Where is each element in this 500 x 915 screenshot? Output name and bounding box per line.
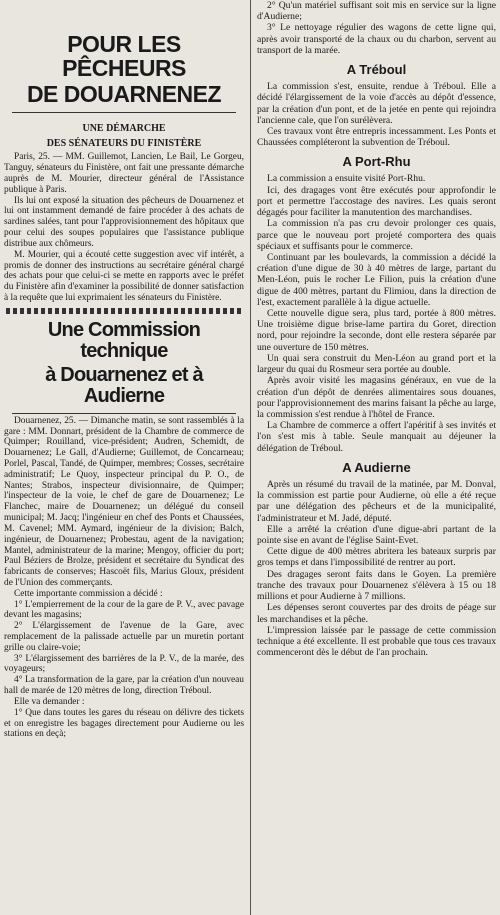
continued-paragraph: 2° Qu'un matériel suffisant soit mis en service sur la ligne d'Audierne; <box>257 0 496 23</box>
article2-paragraph: 3° L'élargissement des barrières de la P. V., de la marée, des voyageurs; <box>4 653 244 675</box>
port-rhu-paragraph: Après avoir visité les magasins généraux, en vue de la création d'un dépôt de denrées alimentaires sous douanes, pour l'approvisionnement des marins faisant la pêche au large, la commission s'est rendue à l'hôtel de France. <box>257 375 496 420</box>
article2-paragraph: 1° L'empierrement de la cour de la gare de P. V., avec pavage devant les magasins; <box>4 599 244 621</box>
article2-headline-line1: Une Commission technique <box>47 318 201 362</box>
port-rhu-paragraph: Ici, des dragages vont être exécutés pour approfondir le port et permettre l'accostage des navires. Les quais seront dégagés pour faciliter la manutention des marchandises. <box>257 184 496 219</box>
audierne-paragraph: Après un résumé du travail de la matinée, par M. Donval, la commission est partie pour Audierne, où elle a été reçue par une délégation des pêcheurs et de la municipalité, l'administrateur et M. Jadé, député. <box>257 478 496 524</box>
port-rhu-paragraph: Un quai sera construit du Men-Léon au grand port et la largeur du quai du Rosmeur sera portée au double. <box>257 352 496 376</box>
article2-paragraph: 4° La transformation de la gare, par la création d'un nouveau hall de marée de 120 mètres de long, direction Tréboul. <box>4 675 244 697</box>
article1-headline-line1: POUR LES PÊCHEURS <box>62 31 186 82</box>
article2-paragraph: Cette importante commission a décidé : <box>14 588 163 599</box>
treboul-paragraph: Ces travaux vont être entrepris incessamment. Les Ponts et Chaussées compléteront la subvention de Tréboul. <box>257 125 496 149</box>
section-title-port-rhu: A Port-Rhu <box>342 154 411 170</box>
audierne-paragraph: Des dragages seront faits dans le Goyen. La première tranche des travaux pour Douarnenez s'élèvera à 15 ou 18 millions et pour Audierne à 7 millions. <box>257 568 496 603</box>
right-column <box>250 0 500 915</box>
audierne-paragraph: L'impression laissée par le passage de cette commission technique a été excellente. Il est probable que tous ces travaux commenceront dès le début de l'an prochain. <box>257 624 496 659</box>
port-rhu-paragraph: La commission n'a pas cru devoir prolonger ces quais, parce que le nouveau port projeté comportera des quais spéciaux et suffisants pour le commerce. <box>257 218 496 252</box>
article1-paragraph: M. Mourier, qui a écouté cette suggestion avec vif intérêt, a promis de donner des instructions au secrétaire général chargé des achats pour que celui-ci se mette en rapports avec le préfet du Finistère afin d'examiner la possibilité de donner satisfaction à la requête que lui exprimaient les sénateurs du Finistère. <box>4 249 244 303</box>
article1-subhead-line1: UNE DÉMARCHE <box>82 123 166 135</box>
article2-paragraph: 1° Que dans toutes les gares du réseau on délivre des tickets et on enregistre les bagages directement pour Audierne ou les stations en deçà; <box>4 707 244 740</box>
port-rhu-paragraph: Continuant par les boulevards, la commission a décidé la création d'une digue de 30 à 40 mètres de large, partant du Men-Léon, puis le rocher Le Filion, puis la création d'une digue de 400 mètres, partant du Flimiou, dans la direction de l'est, exactement parallèle à la digue actuelle. <box>257 251 496 308</box>
article2-paragraph: Douarnenez, 25. — Dimanche matin, se sont rassemblés à la gare : MM. Donnart, président de la Chambre de commerce de Quimper; Rouilland, vice-président; Audren, Schemidt, de Douarnenez; Le Gall, d'Audierne; Guillemot, de Concarneau; Porlel, Pascal, Tandé, de Quimper, membres; Cosses, secrétaire administratif; Le Quoy, inspecteur principal du P. O., de Nantes; Strabos, inspecteur divisionnaire, de Quimper; l'inspecteur de la voie, le chef de gare de Douarnenez; Le Flanchec, maire de Douarnenez; un délégué du conseil municipal; M. Jacq; l'ingénieur en chef des Ponts et Chaussées, M. Cavenel; MM. Aymard, ingénieur de la division; Balch, ingénieur, de Douarnenez; Probestau, agent de la navigation; Mantel, administrateur de la marine; Mengoy, officier du port; Paul Béziers de Brolze, président et secrétaire du Syndicat des fabricants de conserves; Hascoët fils, Marius Gloux, président de l'Union des commerçants. <box>4 415 244 588</box>
article2-body <box>4 416 244 740</box>
article1-paragraph: Paris, 25. — MM. Guillemot, Lancien, Le Bail, Le Gorgeu, Tanguy, sénateurs du Finistère, ont fait une pressante démarche auprès de M. Mourier, directeur général de l'Assistance publique à Paris. <box>4 152 244 195</box>
port-rhu-paragraph: La commission a ensuite visité Port-Rhu. <box>267 173 426 185</box>
article1-subhead-line2: DES SÉNATEURS DU FINISTÈRE <box>46 137 202 149</box>
headline-divider <box>12 413 236 414</box>
section-title-treboul: A Tréboul <box>346 62 407 78</box>
headline-divider <box>12 112 236 113</box>
article1-body <box>4 152 244 303</box>
section-title-audierne: A Audierne <box>342 459 411 475</box>
article1-paragraph: Ils lui ont exposé la situation des pêcheurs de Douarnenez et lui ont instamment demandé de faire procéder à des achats de sardines salées, tant pour l'approvisionnement des hôpitaux que pour celui des soupes populaires que l'assistance publique distribue aux chômeurs. <box>4 195 244 249</box>
article2-paragraph: 2° L'élargissement de l'avenue de la Gare, avec remplacement de la palissade actuelle par un muretin portant grille ou claire-voie; <box>4 621 244 653</box>
audierne-paragraph: Cette digue de 400 mètres abritera les bateaux surpris par gros temps et dans l'impossibilité de rentrer au port. <box>257 546 496 569</box>
continued-paragraph: 3° Le nettoyage régulier des wagons de cette ligne qui, après avoir transporté de la chaux ou du charbon, servent au transport de la marée. <box>257 22 496 56</box>
audierne-paragraph: Les dépenses seront couvertes par des droits de péage sur les marchandises et la pêche. <box>257 602 496 625</box>
audierne-paragraph: Elle a arrêté la création d'une digue-abri partant de la pointe sise en avant de l'église Saint-Evet. <box>257 523 496 546</box>
article1-headline-line2: DE DOUARNENEZ <box>26 81 222 108</box>
port-rhu-paragraph: La Chambre de commerce a offert l'apéritif à ses invités et l'on s'est mis à table. Seule manquait au déjeuner la délégation de Tréboul. <box>257 420 496 454</box>
article-separator <box>6 308 242 314</box>
port-rhu-paragraph: Cette nouvelle digue sera, plus tard, portée à 800 mètres. Une troisième digue brise-lame partira du Goret, direction nord, pour rejoindre la seconde, dont elle restera séparée par une ouverture de 150 mètres. <box>257 308 496 353</box>
treboul-paragraph: La commission s'est, ensuite, rendue à Tréboul. Elle a décidé l'élargissement de la voie d'accès au dépôt d'essence, par la création d'un pont, et de la jetée en pente qui rejoindra l'ancienne cale, que l'on surélèvera. <box>257 81 496 126</box>
article2-headline-line2: à Douarnenez et à Audierne <box>45 363 203 407</box>
article2-paragraph: Elle va demander : <box>14 696 85 707</box>
